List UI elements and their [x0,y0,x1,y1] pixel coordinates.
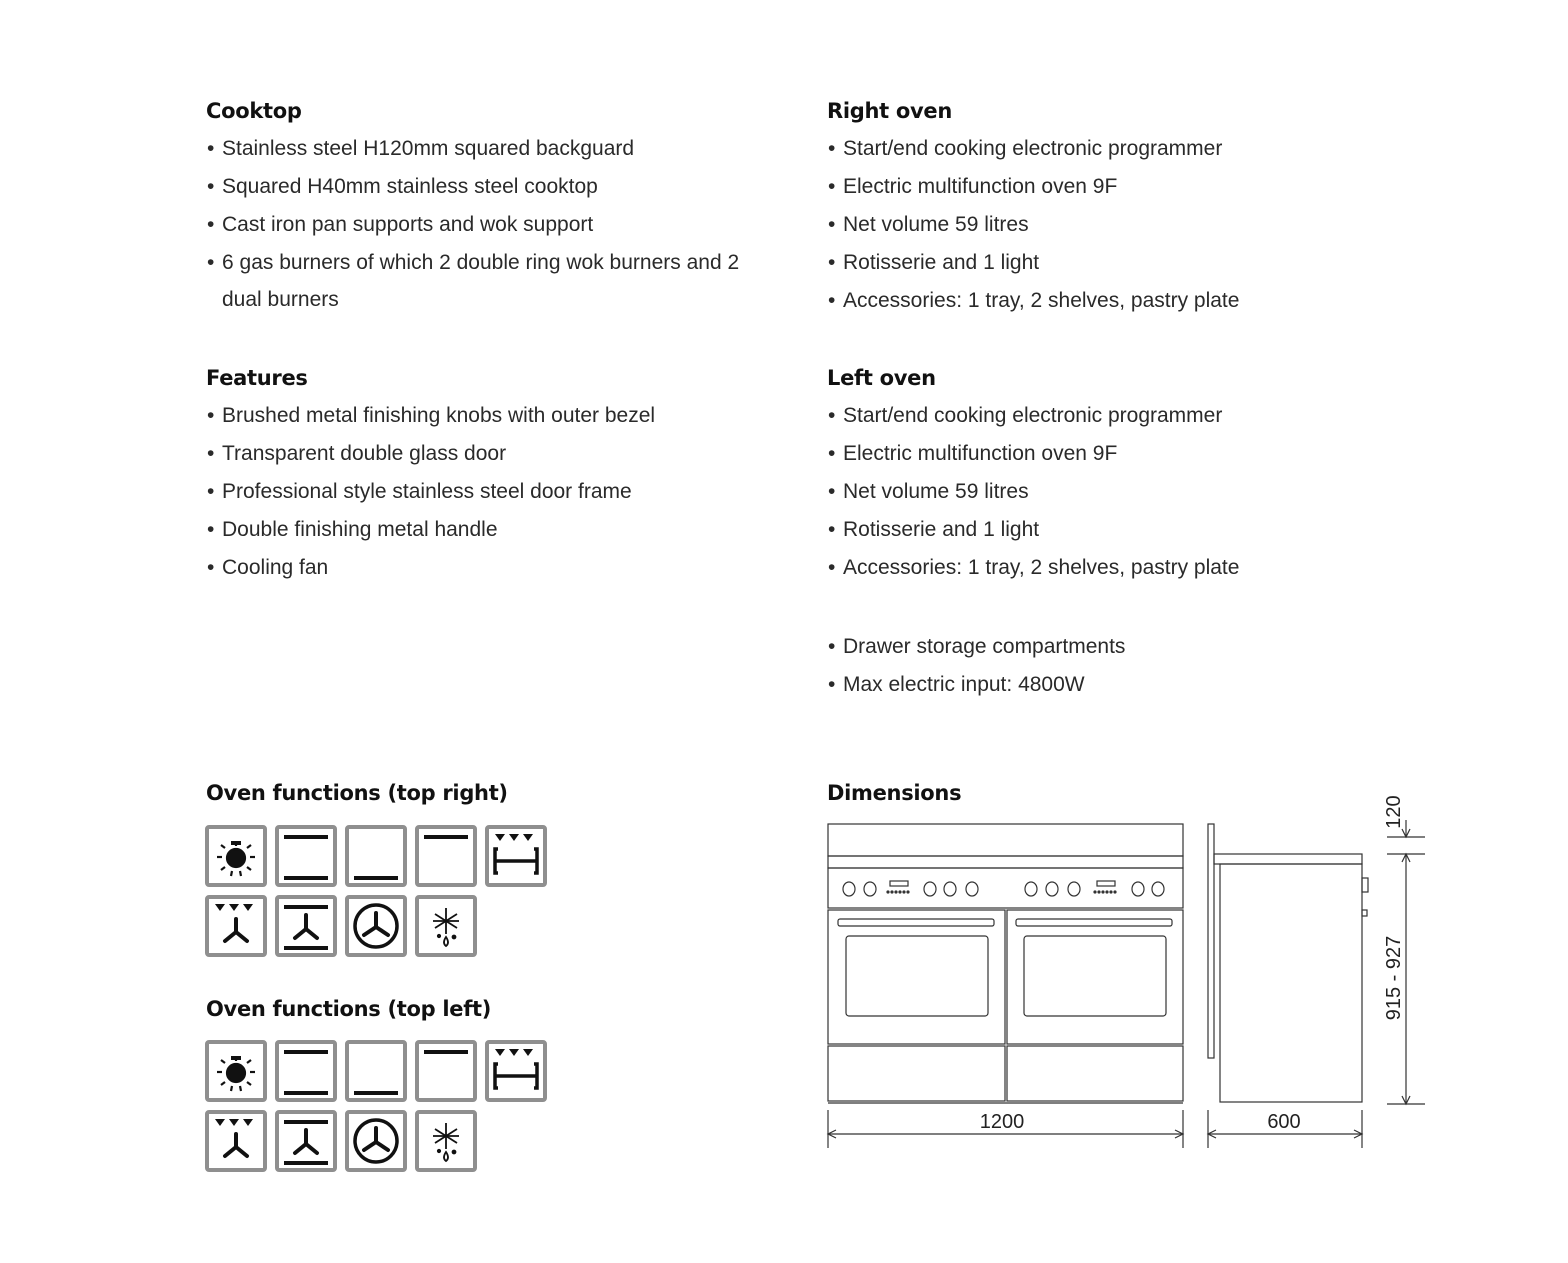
list-item: • Net volume 59 litres [827,206,1387,244]
list-item: • Professional style stainless steel door frame [206,473,796,511]
cooktop-list [206,130,796,318]
fan-bottom-heat-icon [275,895,337,957]
left-oven-list [827,397,1387,587]
list-item: • Transparent double glass door [206,435,796,473]
grill-rotisserie-icon [485,1040,547,1102]
right-oven-list [827,130,1387,320]
cooktop-section [206,94,796,318]
oven-functions-top-right-heading: Oven functions (top right) [206,781,508,805]
top-heat-icon [415,825,477,887]
list-item: • Rotisserie and 1 light [827,511,1387,549]
depth-dimension-label: 600 [1267,1111,1301,1133]
features-list [206,397,796,587]
list-item: • Stainless steel H120mm squared backguard [206,130,796,168]
list-item: • Accessories: 1 tray, 2 shelves, pastry plate [827,282,1387,320]
list-item: • Squared H40mm stainless steel cooktop [206,168,796,206]
list-item: • Accessories: 1 tray, 2 shelves, pastry plate [827,549,1387,587]
list-item: • Brushed metal finishing knobs with outer bezel [206,397,796,435]
features-section [206,361,796,587]
oven-functions-top-left-heading: Oven functions (top left) [206,997,492,1021]
top-bottom-heat-icon [275,1040,337,1102]
defrost-icon [415,1110,477,1172]
list-item: • Start/end cooking electronic programmer [827,397,1387,435]
top-heat-icon [415,1040,477,1102]
list-item: • Start/end cooking electronic programmer [827,130,1387,168]
left-oven-section [827,361,1387,587]
bottom-heat-icon [345,825,407,887]
oven-functions-top-left-grid [205,1040,550,1174]
list-item: • Cast iron pan supports and wok support [206,206,796,244]
extras-list [827,628,1387,704]
cooktop-heading: Cooktop [206,99,302,123]
dimension-lines [828,820,1425,1148]
fan-bottom-heat-icon [275,1110,337,1172]
fan-forced-icon [345,1110,407,1172]
list-item: • Electric multifunction oven 9F [827,168,1387,206]
dimensions-drawing [820,790,1440,1170]
fan-grill-icon [205,895,267,957]
right-oven-section [827,94,1387,320]
left-oven-heading: Left oven [827,366,936,390]
fan-grill-icon [205,1110,267,1172]
height-dimension-label: 915 - 927 [1383,935,1405,1021]
top-bottom-heat-icon [275,825,337,887]
extras-section [827,628,1387,704]
defrost-icon [415,895,477,957]
width-dimension-label: 1200 [979,1111,1025,1133]
list-item: • Double finishing metal handle [206,511,796,549]
oven-light-icon [205,1040,267,1102]
features-heading: Features [206,366,308,390]
list-item: • Cooling fan [206,549,796,587]
backguard-dimension-label: 120 [1383,795,1405,829]
oven-functions-top-right-grid [205,825,550,959]
list-item: • Drawer storage compartments [827,628,1387,666]
right-oven-heading: Right oven [827,99,953,123]
list-item: • Net volume 59 litres [827,473,1387,511]
dimensions-heading: Dimensions [827,781,962,805]
grill-rotisserie-icon [485,825,547,887]
list-item: • Electric multifunction oven 9F [827,435,1387,473]
side-view [1208,824,1368,1102]
list-item: • 6 gas burners of which 2 double ring wok burners and 2 dual burners [206,244,782,318]
list-item: • Rotisserie and 1 light [827,244,1387,282]
oven-light-icon [205,825,267,887]
bottom-heat-icon [345,1040,407,1102]
list-item: • Max electric input: 4800W [827,666,1387,704]
front-view [828,824,1183,1103]
fan-forced-icon [345,895,407,957]
